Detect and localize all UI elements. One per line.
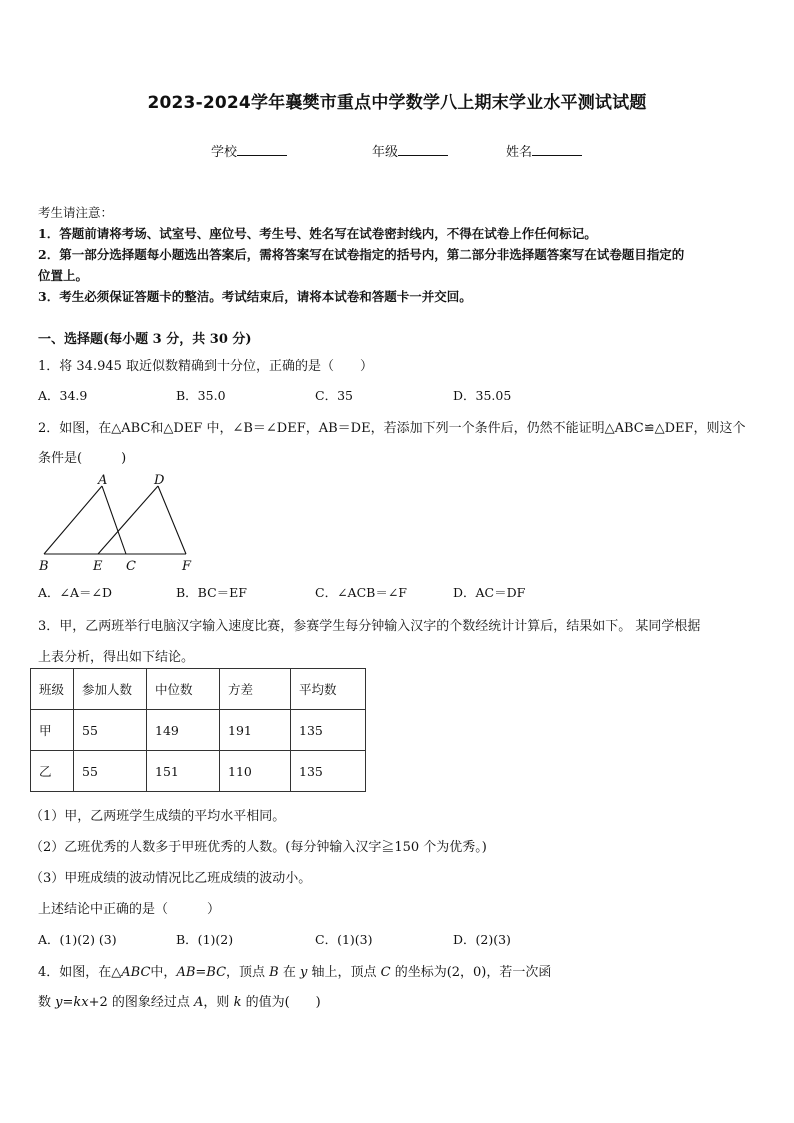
q1-option-b: B．35.0 (176, 388, 226, 403)
page-title: 2023-2024学年襄樊市重点中学数学八上期末学业水平测试试题 (147, 93, 647, 113)
q3-conclusion-3: （3）甲班成绩的波动情况比乙班成绩的波动小。 (30, 871, 312, 886)
q2-option-a: A．∠A＝∠D (38, 585, 113, 600)
q3-conclusion-2: （2）乙班优秀的人数多于甲班优秀的人数。(每分钟输入汉字≧150 个为优秀。) (30, 840, 487, 855)
segment-df (158, 486, 186, 554)
section-heading: 一、选择题(每小题 3 分，共 30 分) (38, 332, 252, 347)
table-header-cell: 平均数 (291, 669, 366, 710)
note-item-1: 1．答题前请将考场、试室号、座位号、考生号、姓名写在试卷密封线内，不得在试卷上作任何标记。 (38, 226, 597, 241)
label-d: D (154, 473, 165, 488)
q4-stem-line1 (38, 961, 551, 980)
segment-ed (98, 486, 158, 554)
table-row (31, 751, 366, 792)
q4-math-c: C (380, 965, 391, 980)
table-cell: 151 (147, 751, 220, 792)
table-cell: 乙 (31, 751, 74, 792)
name-label: 姓名 (506, 145, 533, 160)
table-cell: 149 (147, 710, 220, 751)
table-cell: 191 (220, 710, 291, 751)
q1-option-a: A．34.9 (38, 388, 88, 403)
notes-heading: 考生请注意： (38, 205, 114, 220)
q4-text: 2 的图象经过点 (99, 995, 195, 1010)
q3-conclusion-1: （1）甲，乙两班学生成绩的平均水平相同。 (30, 809, 286, 824)
q4-math-abbc: AB=BC (176, 965, 227, 980)
q3-stem-line2: 上表分析，得出如下结论。 (38, 650, 195, 665)
grade-blank (398, 142, 448, 156)
q4-text: 数 (38, 995, 56, 1010)
school-blank (237, 142, 287, 156)
name-blank (532, 142, 582, 156)
q4-stem-line2 (38, 991, 321, 1010)
name-field (506, 141, 582, 160)
q4-math-b: B (269, 965, 279, 980)
q4-text: ，则 (203, 995, 234, 1010)
q4-text: ，顶点 (226, 965, 270, 980)
table-header-cell: 方差 (220, 669, 291, 710)
label-a: A (98, 473, 108, 488)
q4-math-eq: y=kx+ (55, 995, 100, 1010)
school-label: 学校 (211, 145, 238, 160)
q2-stem-line1: 2．如图，在△ABC和△DEF 中，∠B＝∠DEF，AB＝DE，若添加下列一个条件后，仍然不能证明△ABC≌△DEF，则这个 (38, 421, 746, 436)
table-cell: 甲 (31, 710, 74, 751)
table-header-row (31, 669, 366, 710)
q1-stem: 1．将 34.945 取近似数精确到十分位，正确的是（ ） (38, 359, 374, 374)
q4-text: 4．如图，在△ (38, 965, 122, 980)
q3-option-b: B．(1)(2) (176, 932, 234, 947)
table-cell: 135 (291, 710, 366, 751)
q4-math-y: y (299, 965, 308, 980)
table-cell: 135 (291, 751, 366, 792)
q3-option-d: D．(2)(3) (453, 932, 511, 947)
note-item-3: 3．考生必须保证答题卡的整洁。考试结束后，请将本试卷和答题卡一并交回。 (38, 289, 472, 304)
table-cell: 55 (74, 751, 147, 792)
q3-option-c: C．(1)(3) (315, 932, 373, 947)
table-header-cell: 班级 (31, 669, 74, 710)
q4-text: 的值为( ) (241, 995, 321, 1010)
q4-math-a: A (194, 995, 204, 1010)
grade-field (372, 141, 448, 160)
q1-option-d: D．35.05 (453, 388, 512, 403)
label-c: C (126, 559, 136, 574)
q2-option-c: C．∠ACB＝∠F (315, 585, 407, 600)
table-cell: 55 (74, 710, 147, 751)
q1-option-c: C．35 (315, 388, 353, 403)
q2-triangle-figure (30, 472, 200, 576)
label-b: B (39, 559, 49, 574)
q3-stem-line1: 3．甲，乙两班举行电脑汉字输入速度比赛，参赛学生每分钟输入汉字的个数经统计计算后，结果如下。 某同学根据 (38, 619, 701, 634)
q3-question: 上述结论中正确的是（ ） (38, 902, 221, 917)
segment-ac (102, 486, 126, 554)
q4-text: 在 (278, 965, 300, 980)
q4-math-abc: ABC (121, 965, 151, 980)
label-e: E (93, 559, 103, 574)
note-item-2-cont: 位置上。 (38, 268, 89, 283)
q3-option-a: A．(1)(2) (3) (38, 932, 117, 947)
q2-stem-line2: 条件是( ) (38, 451, 127, 466)
note-item-2: 2．第一部分选择题每小题选出答案后，需将答案写在试卷指定的括号内，第二部分非选择题答案写在试卷题目指定的 (38, 247, 685, 262)
q4-text: 中， (150, 965, 177, 980)
q4-text: 轴上，顶点 (307, 965, 381, 980)
table-row (31, 710, 366, 751)
table-header-cell: 参加人数 (74, 669, 147, 710)
q2-option-d: D．AC＝DF (453, 585, 526, 600)
label-f: F (182, 559, 192, 574)
table-cell: 110 (220, 751, 291, 792)
q3-stats-table (30, 668, 366, 792)
segment-ba (44, 486, 102, 554)
q2-option-b: B．BC＝EF (176, 585, 247, 600)
school-field (211, 141, 287, 160)
table-header-cell: 中位数 (147, 669, 220, 710)
q4-text: 的坐标为(2，0)，若一次函 (390, 965, 552, 980)
q4-math-k: k (233, 995, 242, 1010)
grade-label: 年级 (372, 145, 399, 160)
